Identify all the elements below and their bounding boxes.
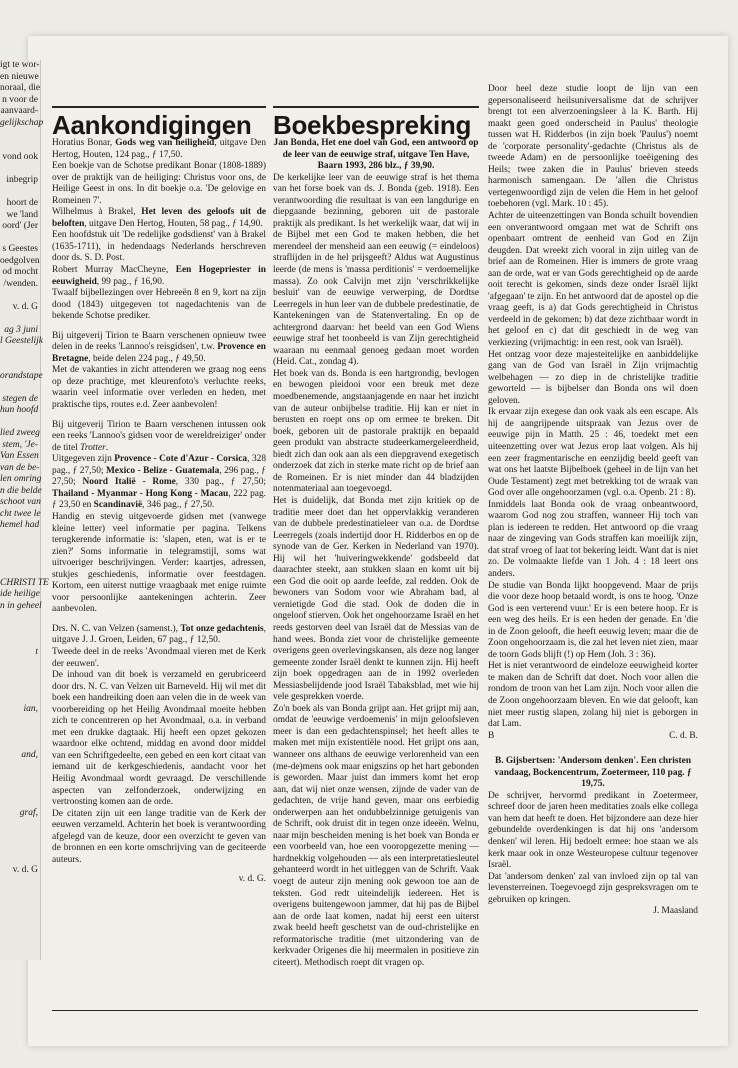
section-title-aankondigingen: Aankondigingen [52,110,252,140]
edge-text-line [0,842,40,854]
signature: v. d. G. [238,874,266,885]
edge-text-line [0,532,40,544]
edge-text-line [0,382,40,394]
paragraph: De schrijver, hervormd predikant in Zoetermeer, schreef door de jaren heen meditaties zoals elke collega van hem dat heeft te doen. Het bijzondere aan deze hier gebundelde overdenkingen is dat hij ons 'andersom denken' wil leren. Hij bedoelt ermee: hoe staan we als kerk maar ook in onze Westeuropese cultuur tegenover Israël. [488,790,698,871]
edge-text-line: we 'land [6,209,38,220]
paragraph: Een boekje van de Schotse predikant Bonar (1808-1889) over de praktijk van de heiliging: Christus voor ons, de Heilige Geest in ons. In dit boekje o.a. 'De gelovige en Romeinen 7'. [52,161,266,206]
edge-text-line [0,359,40,371]
signature: J. Maasland [653,906,698,917]
signature-line [488,731,698,743]
section-rule-middle [273,106,479,108]
edge-text-line [0,624,40,636]
edge-text-line [0,635,40,647]
paragraph: Drs. N. C. van Velzen (samenst.), Tot onze gedachtenis, uitgave J. J. Groen, Leiden, 67 pag., ƒ 12,50. [52,623,266,646]
paragraph: Ik ervaar zijn exegese dan ook vaak als een escape. Als hij de aangrijpende uitspraak van Jezus over de eeuwige pijn in Matth. 25 : 46, toedekt met een uiteenzetting over wat Jezus erop laat volgen. Als hij een zeer fragmentarische en eenzijdig beeld geeft van wat ons het laatste Bijbelboek (geheel in de lijn van het Oude Testament) zegt met betrekking tot de wraak van God over alle ongehoorzamen (vgl. o.a. Openb. 21 : 8). [488,407,698,499]
edge-text-line [0,612,40,624]
edge-text-line [0,773,40,785]
paragraph: De citaten zijn uit een lange traditie van de Kerk der eeuwen verzameld. Achterin het boek is verantwoording afgelegd van de keuze, door een overzicht te geven van de bronnen en een korte omschrijving van de geciteerde auteurs. [52,808,266,865]
edge-text-line: Van Essen [0,451,39,461]
edge-text-line: oedgolven [0,255,40,266]
paragraph: Bij uitgeverij Tirion te Baarn verschenen intussen ook een reeks 'Lannoo's gidsen voor de wereldreiziger' onder de titel Trotter. [52,419,266,453]
edge-text-line: and, [21,750,38,760]
edge-text-line: n voor de [2,94,38,105]
edge-text-line: hoort de [6,198,38,208]
column-aankondigingen [52,138,266,886]
edge-text-line [0,727,40,739]
edge-text-line: vond ook [2,152,38,162]
paragraph: Het ontzag voor deze majesteitelijke en aanbiddelijke gang van de God van Israël in Zijn vrijmachtig welbehagen — zo diep in de christelijke traditie geworteld — is bijbelser dan Bonda ons wil doen geloven. [488,349,698,406]
edge-text-line [0,819,40,831]
edge-text-line: len omring [0,474,42,484]
paragraph: De studie van Bonda lijkt hoopgevend. Maar de prijs die voor deze hoop betaald wordt, is ons te hoog. 'Onze God is een verterend vuur.' Er is een betere hoop. Er is een weg des heils. Er is een heden der genade. En 'die in de Zoon gelooft, die heeft eeuwig leven; maar die de Zoon ongehoorzaam is, die zal het leven niet zien, maar de toorn Gods blijft (!) op Hem (Joh. 3 : 36). [488,580,698,660]
previous-page-edge [0,60,49,960]
edge-text-line [0,785,40,797]
paragraph: De inhoud van dit boek is verzameld en gerubriceerd door drs. N. C. van Velzen uit Barneveld. Hij wil met dit boek een handreiking doen aan velen die in de week van voorbereiding op het Heilig Avondmaal moeite hebben zich te concentreren op het Avondmaal, o.a. in verband met een drukke dagtaak. Hij heeft een opzet gekozen waardoor elke ochtend, middag en avond door middel van een Schriftgedeelte, een gebed en een kort citaat van iemand uit de kerkgeschiedenis, aandacht voor het Heilig Avondmaal wordt gevraagd. De verschillende aspecten van zelfonderzoek, onderwijzing en vertroosting komen aan de orde. [52,670,266,808]
edge-text-line [0,739,40,751]
edge-text-line: t [35,646,38,657]
edge-text-line: ian, [23,704,38,714]
column-boekbespreking [273,138,479,969]
edge-text-line [0,129,40,141]
paragraph: Bij uitgeverij Tirion te Baarn verschenen opnieuw twee delen in de reeks 'Lannoo's reisgidsen', t.w. Provence en Bretagne, beide delen 224 pag., ƒ 49,50. [52,330,267,364]
edge-text-line: v. d. G [12,301,38,312]
edge-text-line [0,348,40,360]
signature: C. d. B. [669,730,698,741]
edge-text-line: /wenden. [3,278,38,289]
paragraph: Het boek van ds. Bonda is een hartgrondig, bevlogen en bewogen pleidooi voor een breuk met deze moedbenemende, angstaanjagende en naar het inzicht van de auteur onbijbelse traditie. Hij kan er niet in berusten en roept ons op om ermee te breken. Dit boek, geboren uit de pastorale praktijk en bepaald geen produkt van abstracte studeerkamergeleerdheid, biedt zich dan ook aan als een diepgravend exegetisch onderzoek dat zich in sterke mate richt op de brief aan de Romeinen. Er is niet minder dan 44 bladzijden notenmateriaal aan toegevoegd. [273,368,479,495]
paragraph: Het is duidelijk, dat Bonda met zijn kritiek op de traditie meer doet dan het oppervlakkig veranderen van de dubbele predestinatieleer van o.a. de Dordtse Leerregels (zoals indertijd door H. Ridderbos en op de synode van de Ger. Kerken in Nederland van 1970). Hij wil het 'huiveringwekkende' godsbeeld dat daarachter steekt, aan stukken slaan en komt uit bij een God die ooit op aarde leefde, zal redden. Ook de bewoners van Sodom voor wie Abraham bad, al vernietigde God die stad. Ook de doden die in ongeloof stierven. Ook het ongehoorzame Israël en het reeds gestorven deel van Israël dat de Messias van de hand wees. Bonda ziet voor de christelijke gemeente overigens geen overlevingskansen, als deze nog langer gemeente zonder Israël denkt te kunnen zijn. Hij heeft zijn boek opgedragen aan de in 1992 overleden Messiasbelijdende jood Israël Tabaksblad, met wie hij vele gesprekken voerde. [273,495,479,703]
paragraph: Tweede deel in de reeks 'Avondmaal vieren met de Kerk der eeuwen'. [52,646,266,669]
edge-text-line [0,670,40,682]
edge-text-line [0,796,40,808]
paragraph: Twaalf bijbellezingen over Hebreeën 8 en 9, kort na zijn dood (1843) uitgegeven tot nagedachtenis van de bekende Schotse prediker. [52,288,266,322]
edge-text-line [0,555,40,567]
edge-text-line: CHRISTI TE [0,577,49,588]
edge-text-line [0,854,40,866]
paragraph: Robert Murray MacCheyne, Een Hogepriester in eeuwigheid, 99 pag., ƒ 16,90. [52,265,266,287]
edge-text-line: gelijkschap [0,117,44,128]
edge-text-line [0,658,40,670]
section-title-boekbespreking: Boekbespreking [273,110,472,140]
edge-text-line [0,233,40,245]
edge-text-line: schoot van [0,497,41,507]
edge-text-line: ag 3 juni [4,324,38,335]
section-rule-left [52,106,266,108]
paragraph: Horatius Bonar, Gods weg van heiligheid, uitgave Den Hertog, Houten, 124 pag., ƒ 17,50. [52,138,267,160]
review-heading: Jan Bonda, Het ene doel van God, een antwoord op de leer van de eeuwige straf, uitgave Ten Have, Baarn 1993, 286 blz., ƒ 39,90. [273,138,479,172]
paragraph: Handig en stevig uitgevoerde gidsen met (vanwege kleine letter) veel informatie per pagina. Telkens terugkerende informatie is: 'slapen, eten, wat is er te zien?' Soms informatie in telegramstijl, soms wat uitvoeriger beschrijvingen. Verder: kaartjes, adressen, stukjes geschiedenis, informatie over feestdagen. Kortom, een uiterst nuttige vraagbaak met enige ruimte voor persoonlijke aantekeningen achterin. Zeer aanbevolen. [52,511,266,615]
edge-text-line [0,290,40,302]
edge-text-line: hemel had [0,520,40,530]
edge-text-line [0,313,40,325]
paragraph: Een hoofdstuk uit 'De redelijke godsdienst' van à Brakel (1635-1711), in hedendaags Nederlands herschreven door ds. S. D. Post. [52,230,266,264]
edge-text-line: graf, [19,807,38,818]
edge-text-line: noraal, die [0,83,41,93]
paragraph: Inmiddels laat Bonda ook de vraag onbeantwoord, waarom God nog zou straffen, wanneer Hij toch van plan is iedereen te redden. Het antwoord op die vraag naar de zingeving van Gods straffen kan moeilijk zijn, dat straf vroeg of laat tot bekering leidt. Want dat is niet zo. De volmaakte liefde van 1 Joh. 4 : 18 leert ons anders. [488,499,698,579]
edge-text-line [0,566,40,578]
edge-text-line: v. d. G [12,865,38,875]
edge-text-line: l Geestelijk [0,336,43,346]
edge-text-line [0,693,40,705]
edge-text-line: od mocht [2,267,38,277]
edge-text-line: igt te wor- [0,60,40,70]
edge-text-line: orandstape [0,370,43,381]
edge-text-line: inbegrip [6,175,38,185]
edge-text-line: ide heilige [0,589,40,599]
column-review-continued [488,84,698,918]
review-heading-2: B. Gijsbertsen: 'Andersom denken'. Een christen vandaag, Bockencentrum, Zoetermeer, 110 pag. ƒ 19,75. [494,756,692,790]
edge-text-line [0,141,40,153]
edge-text-line: oord' (Jer [2,221,38,231]
edge-text-line: hun hoofd [0,405,39,415]
paragraph: Met de vakanties in zicht attenderen we graag nog eens op deze prachtige, met kleurenfoto's verluchte reeks, waarin veel informatie over verleden en heden, met praktische tips, routes e.d. Zeer aanbevolen! [52,365,266,411]
edge-text-line [0,543,40,555]
edge-text-line: s Geestes [2,244,38,254]
edge-text-line [0,164,40,176]
signature-initial: B [488,730,495,741]
edge-text-line [0,831,40,843]
paragraph: Dat 'andersom denken' zal van invloed zijn op tal van levensterreinen. Toegevoegd zijn gespreksvragen om te gebruiken op kringen. [488,871,698,905]
paragraph: Wilhelmus à Brakel, Het leven des geloofs uit de beloften, uitgave Den Hertog, Houten, 58 pag., ƒ 14,90. [52,207,266,229]
bottom-rule [52,1010,698,1011]
edge-text-line [0,716,40,728]
edge-text-line: cht twee le [0,508,41,519]
paragraph: Achter de uiteenzettingen van Bonda schuilt bovendien een onverantwoord omgaan met wat de Schrift ons openbaart omtrent de eenheid van God en Zijn deugden. Dat wreekt zich vooral in zijn uitleg van de brief aan de Romeinen. Hier is immers de grote vraag aan de orde, wat er van Gods gerechtigheid op de aarde ooit terecht is gekomen, sinds deze onder Israël lijkt 'afgegaan' te zijn. En het antwoord dat de apostel op die vraag geeft, is a) dat Gods gerechtigheid in Christus verdeeld in de gekomen; b) dat deze zichtbaar wordt in het geloof en c) dat dit geschiedt in de weg van verkiezing (vrijmachtig: in een rest, ook van Israël). [488,211,698,349]
edge-text-line [0,187,40,199]
paragraph: Uitgegeven zijn Provence - Cote d'Azur - Corsica, 328 pag., ƒ 27,50; Mexico - Belize - Guatemala, 296 pag., ƒ 27,50; Noord Italië - Rome, 330 pag., ƒ 27,50; Thailand - Myanmar - Hong Kong - Macau, 222 pag. ƒ 23,50 en Scandinavië, 346 pag., ƒ 27,50. [52,454,267,511]
paragraph: Het is niet verantwoord de eindeloze eeuwigheid korter te maken dan de Schrift dat doet. Noch voor allen die rondom de troon van het Lam zijn. Noch voor allen die de Zoon ongehoorzaam bleven. En wie dat gelooft, kan niet meer rustig slapen, zolang hij niet is geborgen in dat Lam. [488,661,698,730]
paragraph: De kerkelijke leer van de eeuwige straf is het thema van het forse boek van ds. J. Bonda (geb. 1918). Een verantwoording die resultaat is van een langdurige en diepgaande bezinning, geboren uit de pastorale praktijk als predikant. Is het werkelijk waar, dat wij in de Bijbel met een God te maken hebben, die het merendeel der mensheid aan een eeuwig (= eindeloos) straflijden in de hel prijsgeeft? Aldus wat Augustinus leerde (de mens is 'massa perditionis' = verdoemelijke massa). Zo ook Calvijn met zijn 'verschrikkelijke besluit' van de eeuwige verwerping, de Dordtse Leerregels in hun leer van de dubbele predestinatie, de Kantekeningen van de Statenvertaling. En op de achtergrond daarvan: het beeld van een God Wiens eeuwige straf het toonbeeld is van Zijn gerechtigheid waaraan nu eenmaal genoeg gedaan moet worden (Heid. Cat., zondag 4). [273,172,479,368]
edge-text-line: n in geheel [0,600,42,611]
edge-text-line: aanvaard- [0,106,38,116]
paragraph: Door heel deze studie loopt de lijn van een gepersonaliseerd heilsuniversalisme dat de schrijver brengt tot een alverzoeningsleer à la K. Barth. Hij maakt geen goed onderscheid in Paulus' theologie tussen wat H. Ridderbos (in zijn boek 'Paulus') noemt de 'corporate personality'-gedachte (Christus als de tweede Adam) en de persoonlijke toeëigening des Heils; twee zaken die in Paulus' brieven steeds harmonisch samengaan. De 'allen die Christus vertegenwoordigd zijn de velen die Hem in het geloof toebehoren (vgl. Mark. 10 : 45). [488,84,698,210]
paragraph: Zo'n boek als van Bonda grijpt aan. Het grijpt mij aan, omdat de 'eeuwige verdoemenis' in mijn geloofsleven meer is dan een gedachtenspinsel; het heeft alles te maken met mijn existentiële nood. Het grijpt ons aan, wanneer ons althans de eeuwige verlorenheid van een (me-de)mens ook maar enigszins op het hart gebonden is geworden. Maar juist dan immers komt het erop aan, dat wij niet onze wensen, zijnde de vader van de gedachten, de vrije hand geven, maar ons eerbiedig onderwerpen aan het ondubbelzinnige getuigenis van de Schrift, ook druist dit in tegen onze ideeën. Welnu, naar mijn bescheiden mening is het boek van Bonda er een voorbeeld van, hoe een vooropgezette mening — hardnekkig volgehouden — als een interpretatiesleutel gehanteerd wordt in het uitleggen van de Schrift. Vaak voegt de auteur zijn mening ook gewoon toe aan de teksten. God redt uiteindelijk iedereen. Het is overigens buitengewoon jammer, dat hij pas de Bijbel aan de orde laat komen, nadat hij eerst een uiterst zwak beeld heeft geschetst van de oud-christelijke en reformatorische traditie (met uitzondering van de kerkvader Origenes die hij meermalen in positieve zin citeert). Methodisch roept dit vragen op. [273,703,479,968]
edge-text-line: stem, 'Je- [2,439,38,450]
edge-text-line: n die belde [0,485,42,496]
edge-text-line: van de be- [0,462,40,473]
edge-text-line [0,417,40,429]
edge-text-line: stegen de [2,393,38,404]
edge-text-line [0,762,40,774]
edge-text-line [0,681,40,693]
edge-text-line: lied zweeg [0,428,40,438]
edge-text-line: en nieuwe [0,71,39,82]
